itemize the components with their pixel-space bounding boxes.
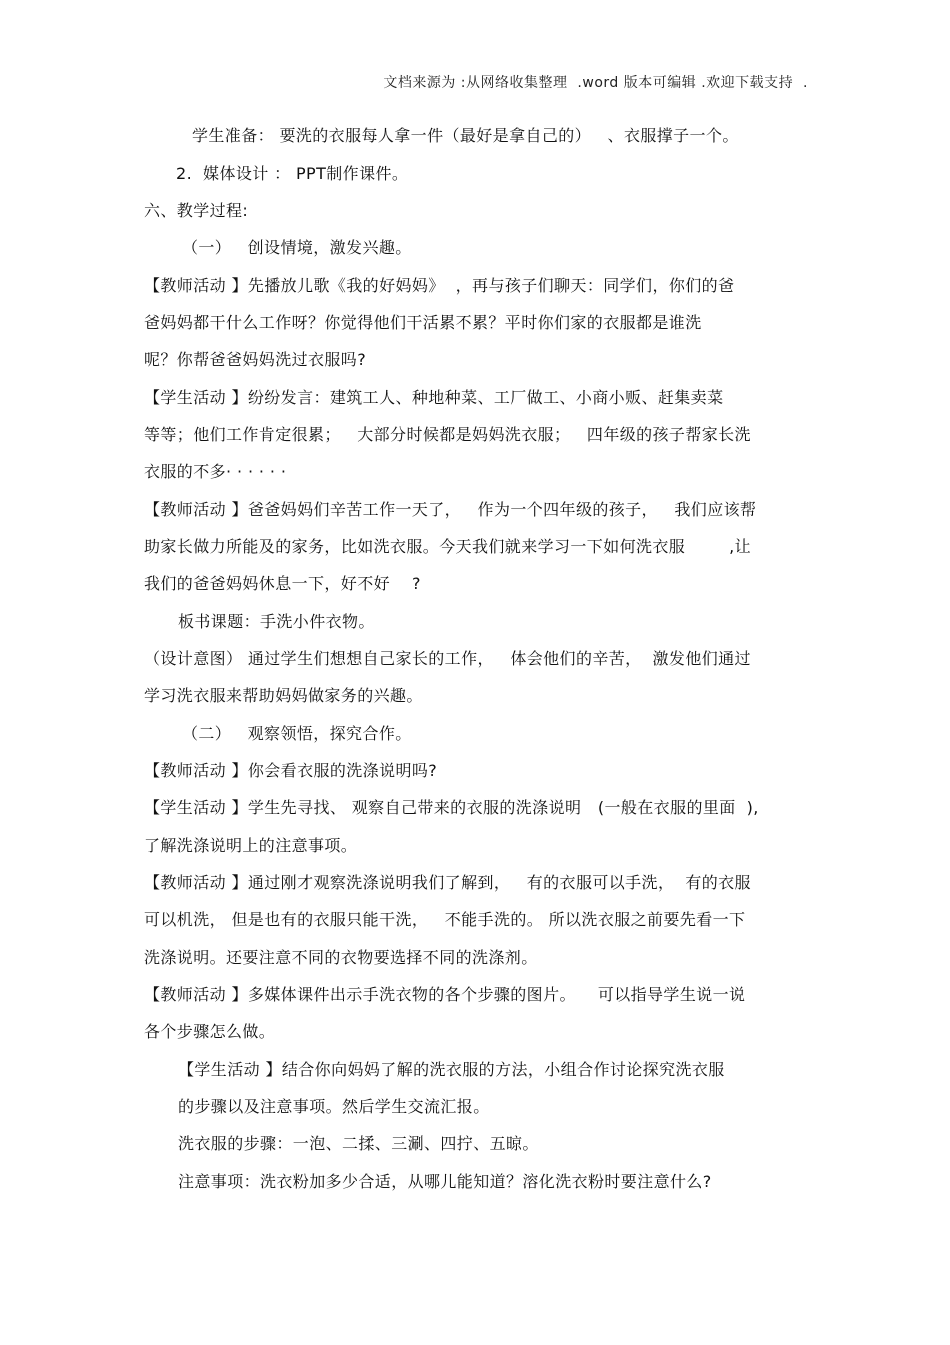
text-line: 学习洗衣服来帮助妈妈做家务的兴趣。 — [144, 686, 423, 705]
text-line: 2. 媒体设计 ： PPT制作课件。 — [176, 164, 409, 183]
text-line: 爸妈妈都干什么工作呀？你觉得他们干活累不累？平时你们家的衣服都是谁洗 — [144, 313, 702, 332]
text-line: 【教师活动 】你会看衣服的洗涤说明吗? — [144, 761, 438, 780]
text-line: 了解洗涤说明上的注意事项。 — [144, 836, 358, 855]
text-line: 【学生活动 】学生先寻找、 观察自己带来的衣服的洗涤说明 (一般在衣服的里面 ), — [144, 798, 759, 817]
text-line: 【教师活动 】通过刚才观察洗涤说明我们了解到， 有的衣服可以手洗， 有的衣服 — [144, 873, 751, 892]
text-line: 洗涤说明。还要注意不同的衣物要选择不同的洗涤剂。 — [144, 948, 538, 967]
text-line: 可以机洗， 但是也有的衣服只能干洗， 不能手洗的。 所以洗衣服之前要先看一下 — [144, 910, 746, 929]
text-line: 呢？你帮爸爸妈妈洗过衣服吗? — [144, 350, 367, 369]
text-line: 洗衣服的步骤：一泡、二揉、三涮、四拧、五晾。 — [178, 1134, 539, 1153]
text-line: 【学生活动 】纷纷发言：建筑工人、种地种菜、工厂做工、小商小贩、赶集卖菜 — [144, 388, 724, 407]
text-line: 【教师活动 】爸爸妈妈们辛苦工作一天了， 作为一个四年级的孩子， 我们应该帮 — [144, 500, 757, 519]
text-line: 我们的爸爸妈妈休息一下，好不好 ? — [144, 574, 421, 593]
subsection-heading: （一） 创设情境，激发兴趣。 — [182, 238, 412, 257]
subsection-heading: （二） 观察领悟，探究合作。 — [182, 724, 412, 743]
text-line: 板书课题：手洗小件衣物。 — [178, 612, 375, 631]
text-line: 助家长做力所能及的家务，比如洗衣服。今天我们就来学习一下如何洗衣服 ,让 — [144, 537, 751, 556]
text-line: 学生准备： 要洗的衣服每人拿一件（最好是拿自己的） 、衣服撑子一个。 — [192, 126, 739, 145]
text-line: 各个步骤怎么做。 — [144, 1022, 276, 1041]
text-line: 注意事项：洗衣粉加多少合适，从哪儿能知道？溶化洗衣粉时要注意什么? — [178, 1172, 712, 1191]
text-line: 衣服的不多· · · · · · — [144, 462, 287, 481]
text-line: 等等；他们工作肯定很累； 大部分时候都是妈妈洗衣服； 四年级的孩子帮家长洗 — [144, 425, 751, 444]
section-heading: 六、教学过程: — [144, 201, 249, 220]
text-line: （设计意图） 通过学生们想想自己家长的工作， 体会他们的辛苦， 激发他们通过 — [144, 649, 751, 668]
text-line: 【教师活动 】先播放儿歌《我的好妈妈》 ，再与孩子们聊天：同学们，你们的爸 — [144, 276, 735, 295]
text-line: 【学生活动 】结合你向妈妈了解的洗衣服的方法，小组合作讨论探究洗衣服 — [178, 1060, 725, 1079]
source-note-header: 文档来源为 :从网络收集整理 .word 版本可编辑 .欢迎下载支持 . — [383, 75, 808, 91]
text-line: 的步骤以及注意事项。然后学生交流汇报。 — [178, 1097, 490, 1116]
text-line: 【教师活动 】多媒体课件出示手洗衣物的各个步骤的图片。 可以指导学生说一说 — [144, 985, 746, 1004]
